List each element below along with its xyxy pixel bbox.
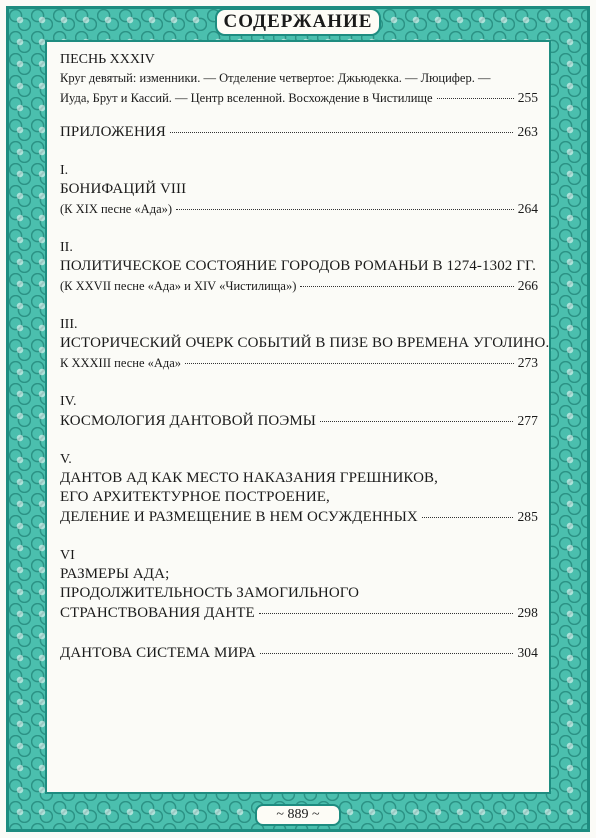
toc-entry-note: (К XXVII песне «Ада» и XIV «Чистилища») <box>60 279 297 293</box>
toc-entry-title: ПОЛИТИЧЕСКОЕ СОСТОЯНИЕ ГОРОДОВ РОМАНЬИ В 1274-1302 ГГ. <box>60 258 536 274</box>
section-number: II. <box>60 240 73 255</box>
toc-entry-section-6[interactable] <box>60 547 538 623</box>
toc-entry-line <box>60 353 538 373</box>
toc-entry-line <box>60 122 538 142</box>
section-number: I. <box>60 163 69 178</box>
toc-entry-title: БОНИФАЦИЙ VIII <box>60 181 187 197</box>
page-number: ~ 889 ~ <box>255 804 341 826</box>
toc-entry-section-2[interactable] <box>60 239 538 296</box>
section-number: V. <box>60 452 72 467</box>
dot-leader <box>260 653 514 654</box>
toc-page-number: 304 <box>517 645 538 660</box>
page-title: СОДЕРЖАНИЕ <box>215 8 381 36</box>
toc-entry-title: ПЕСНЬ XXXIV <box>60 52 155 67</box>
toc-page-number: 264 <box>517 201 538 216</box>
toc-entry-title: ИСТОРИЧЕСКИЙ ОЧЕРК СОБЫТИЙ В ПИЗЕ ВО ВРЕМЕНА УГОЛИНО. <box>60 335 550 351</box>
dot-leader <box>422 517 514 518</box>
dot-leader <box>300 286 513 287</box>
toc-page-number: 285 <box>517 509 538 524</box>
toc-page-number: 255 <box>517 90 538 105</box>
toc-entry-description: Круг девятый: изменники. — Отделение четвертое: Джьюдекка. — Люцифер. — <box>60 71 491 85</box>
toc-entry-line <box>60 199 538 219</box>
toc-entry-title-cont: ПРОДОЛЖИТЕЛЬНОСТЬ ЗАМОГИЛЬНОГО <box>60 585 360 601</box>
toc-entry-appendices[interactable] <box>60 122 538 142</box>
toc-page-number: 263 <box>517 124 538 139</box>
toc-page-number: 298 <box>517 605 538 620</box>
toc-entry-note: (К XIX песне «Ада») <box>60 202 173 216</box>
dot-leader <box>437 98 514 99</box>
toc-entry-title: ДАНТОВА СИСТЕМА МИРА <box>60 645 256 661</box>
toc-entry-world-system[interactable] <box>60 643 538 663</box>
dot-leader <box>170 132 514 133</box>
toc-page-number: 266 <box>517 278 538 293</box>
toc-entry-line <box>60 507 538 527</box>
toc-entry-title: РАЗМЕРЫ АДА; <box>60 566 170 582</box>
toc-page-number: 273 <box>517 355 538 370</box>
toc-entry-title: КОСМОЛОГИЯ ДАНТОВОЙ ПОЭМЫ <box>60 413 316 429</box>
section-number: III. <box>60 317 78 332</box>
dot-leader <box>320 421 513 422</box>
toc-entry-description-last <box>60 88 538 108</box>
toc-entry-title-cont: ЕГО АРХИТЕКТУРНОЕ ПОСТРОЕНИЕ, <box>60 489 330 505</box>
toc-entry-section-4[interactable] <box>60 393 538 431</box>
toc-entry-line <box>60 276 538 296</box>
toc-entry-section-5[interactable] <box>60 451 538 527</box>
toc-entry-section-3[interactable] <box>60 316 550 373</box>
section-number: IV. <box>60 394 77 409</box>
toc-entry-canto-34[interactable] <box>60 50 538 108</box>
section-number: VI <box>60 548 75 563</box>
toc-entry-title-last: СТРАНСТВОВАНИЯ ДАНТЕ <box>60 605 255 621</box>
toc-entry-title: ПРИЛОЖЕНИЯ <box>60 124 166 140</box>
toc-entry-title-last: ДЕЛЕНИЕ И РАЗМЕЩЕНИЕ В НЕМ ОСУЖДЕННЫХ <box>60 509 418 525</box>
toc-entry-note: К XXXIII песне «Ада» <box>60 356 182 370</box>
toc-entry-line <box>60 411 538 431</box>
toc-entry-section-1[interactable] <box>60 162 538 219</box>
table-of-contents <box>60 50 550 663</box>
toc-page-number: 277 <box>517 413 538 428</box>
dot-leader <box>176 209 514 210</box>
toc-entry-description-text: Иуда, Брут и Кассий. — Центр вселенной. Восхождение в Чистилище <box>60 91 433 105</box>
dot-leader <box>259 613 514 614</box>
toc-entry-title: ДАНТОВ АД КАК МЕСТО НАКАЗАНИЯ ГРЕШНИКОВ, <box>60 470 438 486</box>
dot-leader <box>185 363 514 364</box>
toc-entry-line <box>60 643 538 663</box>
toc-entry-line <box>60 603 538 623</box>
